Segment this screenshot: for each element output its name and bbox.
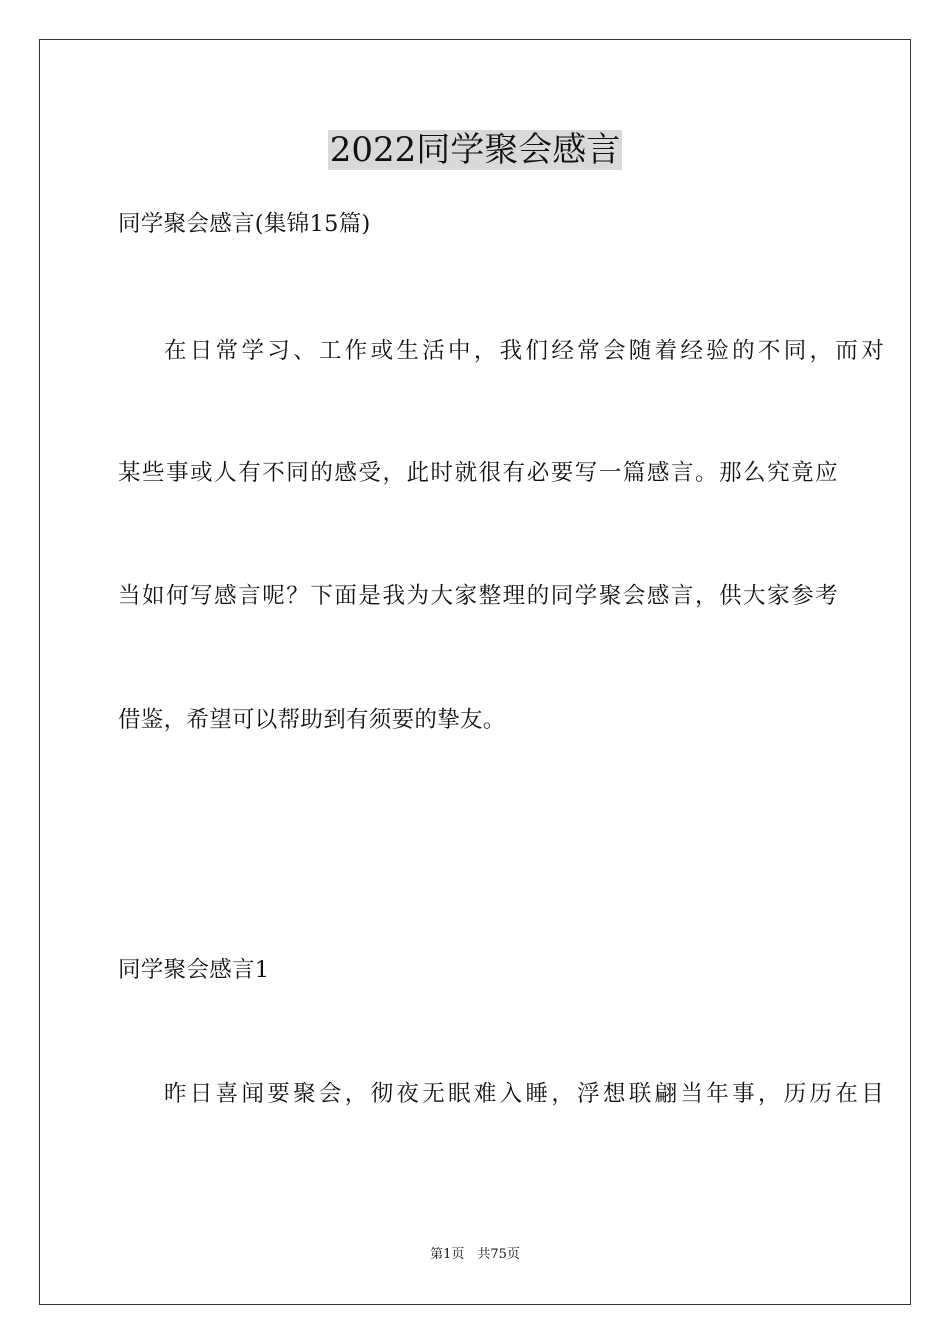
intro-line-3: 当如何写感言呢？下面是我为大家整理的同学聚会感言，供大家参考	[118, 583, 838, 609]
document-title-text: 2022同学聚会感言	[329, 130, 621, 170]
intro-line-4: 借鉴，希望可以帮助到有须要的挚友。	[118, 707, 506, 733]
document-title	[0, 128, 950, 172]
section-line-1: 昨日喜闻要聚会，彻夜无眠难入睡，浮想联翩当年事，历历在目	[164, 1081, 884, 1107]
page-footer: 第1页 共75页	[430, 1247, 520, 1262]
document-subtitle: 同学聚会感言(集锦15篇)	[118, 211, 371, 237]
intro-line-2: 某些事或人有不同的感受，此时就很有必要写一篇感言。那么究竟应	[118, 460, 838, 486]
intro-line-1: 在日常学习、工作或生活中，我们经常会随着经验的不同，而对	[164, 338, 884, 364]
section-heading: 同学聚会感言1	[118, 957, 270, 983]
